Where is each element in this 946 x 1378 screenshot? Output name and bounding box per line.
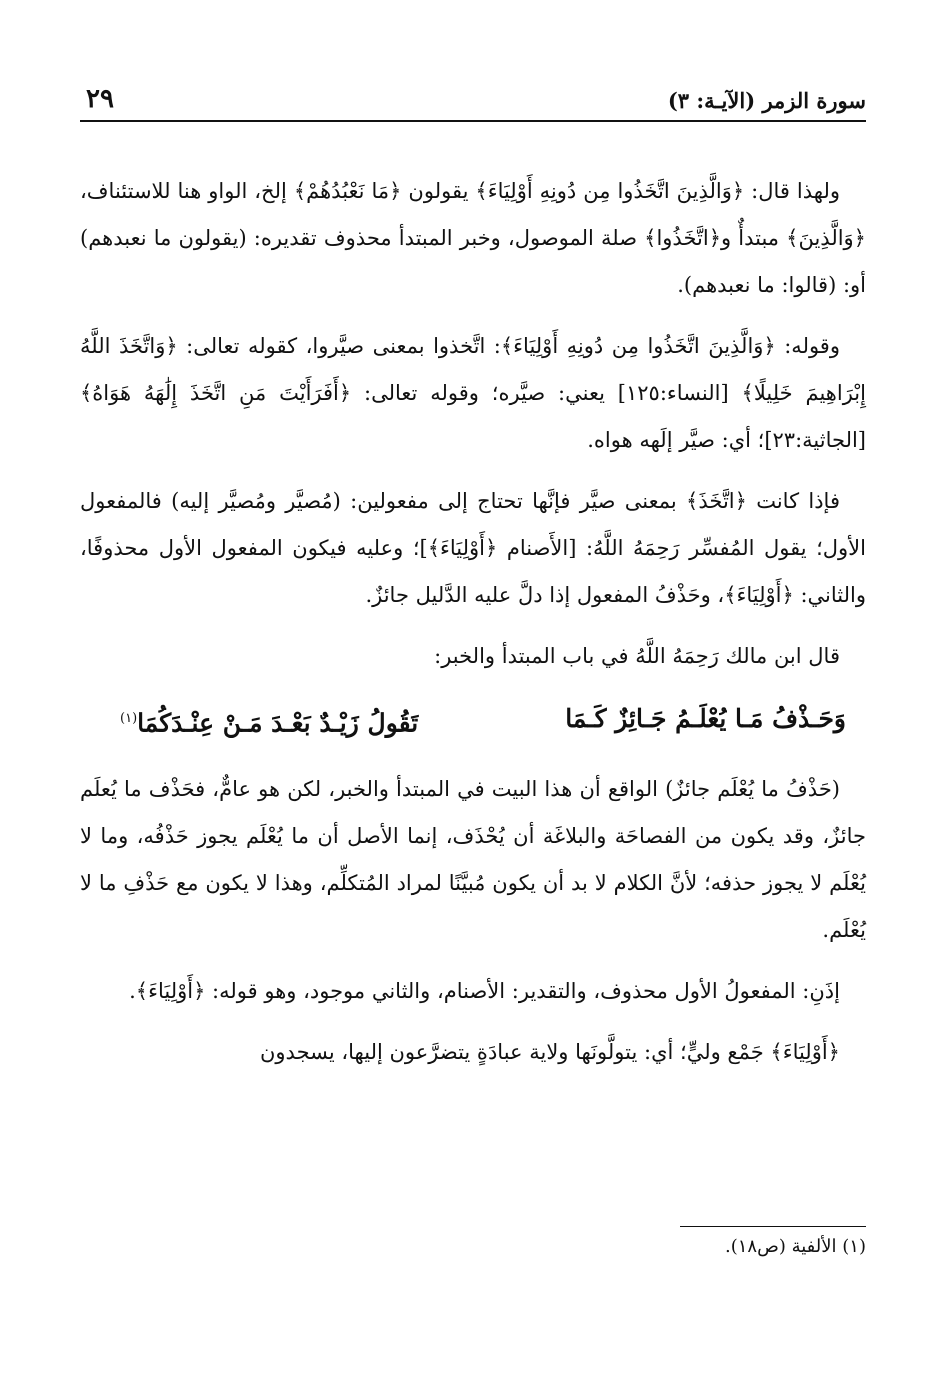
footnote-divider bbox=[680, 1226, 866, 1227]
poem-verse bbox=[120, 694, 846, 748]
page-number: ٢٩ bbox=[86, 84, 114, 114]
paragraph-7: ﴿أَوْلِيَاءَ﴾ جَمْع وليٍّ؛ أي: يتولَّونَها ولاية عبادَةٍ يتضرَّعون إليها، يسجدون bbox=[259, 1040, 840, 1065]
paragraph-2: وقوله: ﴿وَالَّذِينَ اتَّخَذُوا مِن دُونِهِ أَوْلِيَاءَ﴾: اتَّخذوا بمعنى صيَّروا، كقوله تعالى: ﴿وَاتَّخَذَ اللَّهُ إِبْرَاهِيمَ خَلِيلًا﴾ [النساء:١٢٥] يعني: صيَّره؛ وقوله تعالى: ﴿أَفَرَأَيْتَ مَنِ اتَّخَذَ إِلَٰهَهُ هَوَاهُ﴾ [الجاثية:٢٣]؛ أي: صيَّر إلَهه هواه. bbox=[80, 334, 866, 452]
paragraph-3: فإذا كانت ﴿اتَّخَذَ﴾ بمعنى صيَّر فإنَّها تحتاج إلى مفعولين: (مُصيَّر ومُصيَّر إليه) فالمفعول الأول؛ يقول المُفسِّر رَحِمَهُ اللَّهُ: [الأَصنام ﴿أَوْلِيَاءَ﴾]؛ وعليه فيكون المفعول الأول محذوفًا، والثاني: ﴿أَوْلِيَاءَ﴾، وحَذْفُ المفعول إذا دلَّ عليه الدَّليل جائزٌ. bbox=[80, 489, 866, 607]
paragraph-1: ولهذا قال: ﴿وَالَّذِينَ اتَّخَذُوا مِن دُونِهِ أَوْلِيَاءَ﴾ يقولون ﴿مَا نَعْبُدُهُمْ﴾ إلخ، الواو هنا للاستئناف، ﴿وَالَّذِينَ﴾ مبتدأٌ و﴿اتَّخَذُوا﴾ صلة الموصول، وخبر المبتدأ محذوف تقديره: (يقولون ما نعبدهم) أو: (قالوا: ما نعبدهم). bbox=[80, 179, 866, 297]
footnote-text: (١) الألفية (ص١٨). bbox=[725, 1236, 866, 1257]
paragraph-4: قال ابن مالك رَحِمَهُ اللَّهُ في باب المبتدأ والخبر: bbox=[434, 644, 840, 668]
paragraph-6: إذَنِ: المفعولُ الأول محذوف، والتقدير: الأصنام، والثاني موجود، وهو قوله: ﴿أَوْلِيَاءَ﴾. bbox=[129, 979, 840, 1004]
poem-first-hemistich: وَحَـذْفُ مَـا يُعْلَـمُ جَـائِزٌ كَـمَا bbox=[565, 704, 846, 733]
footnote-marker: (١) bbox=[120, 711, 138, 726]
poem-second-hemistich: تَقُولُ زَيْـدٌ بَعْـدَ مَـنْ عِنْـدَكُمَا bbox=[137, 708, 419, 738]
surah-title: سورة الزمر (الآيـة: ٣) bbox=[667, 88, 866, 113]
paragraph-5: (حَذْفُ ما يُعْلَم جائزٌ) الواقع أن هذا البيت في المبتدأ والخبر، لكن هو عامٌّ، فحَذْف ما يُعلَم جائزٌ، وقد يكون من الفصاحَة والبلاغَة أن يُحْذَف، إنما الأصل أن ما يُعْلَم يجوز حَذْفُه، وما لا يُعْلَم لا يجوز حذفه؛ لأنَّ الكلام لا بد أن يكون مُبيَّنًا لمراد المُتكلِّم، وهذا لا يكون مع حَذْفِ ما لا يُعْلَم. bbox=[80, 777, 866, 943]
page-body bbox=[80, 168, 866, 1076]
book-page bbox=[80, 84, 866, 1324]
page-header bbox=[80, 84, 866, 122]
poem-second-hemistich-wrap bbox=[120, 694, 418, 748]
